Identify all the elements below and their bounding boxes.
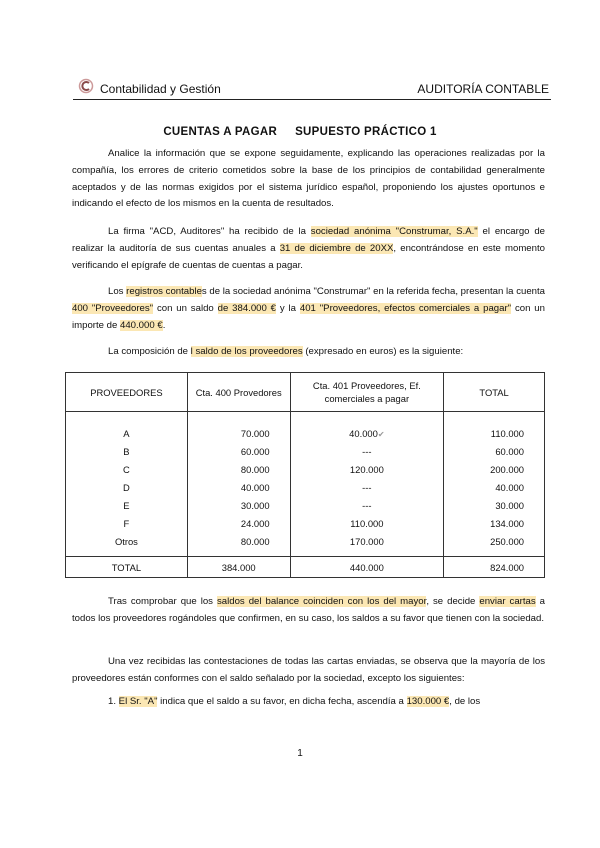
header-total: TOTAL [444, 373, 545, 412]
highlight-amount-401: 440.000 € [120, 319, 163, 331]
title-part-1: CUENTAS A PAGAR [163, 126, 278, 138]
amount-401: --- [290, 496, 444, 514]
item-number: 1. [108, 696, 119, 707]
highlight-account-401: 401 "Proveedores, efectos comerciales a pagar" [299, 302, 512, 314]
highlight-balance-400: de 384.000 € [217, 302, 277, 314]
header-subject: Contabilidad y Gestión [100, 82, 221, 96]
text-segment: . [162, 319, 166, 331]
responses-paragraph [72, 654, 545, 688]
header-account-401: Cta. 401 Proveedores, Ef. comerciales a pagar [290, 373, 444, 412]
total-400: 384.000 [187, 557, 290, 578]
text-segment: y la [276, 302, 300, 314]
amount-total: 40.000 [444, 478, 545, 496]
supplier-name: Otros [66, 532, 188, 557]
table-row [66, 514, 545, 532]
page-number: 1 [297, 748, 303, 759]
suppliers-table [65, 372, 545, 578]
supplier-name: E [66, 496, 188, 514]
header-section: AUDITORÍA CONTABLE [417, 82, 549, 96]
text-segment: s de la sociedad anónima "Construmar" en la referida fecha, presentan la cuenta [201, 286, 545, 297]
text-segment: Los [108, 286, 127, 297]
grand-total: 824.000 [444, 557, 545, 578]
amount-401-value: 40.000 [349, 427, 378, 439]
amount-400: 60.000 [187, 442, 290, 460]
page-header [73, 78, 551, 98]
table-row [66, 460, 545, 478]
amount-total: 200.000 [444, 460, 545, 478]
text-segment: , se decide [426, 596, 480, 607]
highlight-supplier-a: El Sr. "A" [118, 696, 158, 707]
highlight-send-letters: enviar cartas [479, 596, 536, 607]
table-row [66, 478, 545, 496]
table-row [66, 442, 545, 460]
amount-total: 60.000 [444, 442, 545, 460]
intro-paragraph [72, 146, 545, 213]
table-row [66, 532, 545, 557]
amount-400: 24.000 [187, 514, 290, 532]
total-label: TOTAL [66, 557, 188, 578]
text-segment: con un importe de [72, 302, 545, 331]
responses-text: Una vez recibidas las contestaciones de todas las cartas enviadas, se observa que la mayoría de los proveedores están conformes con el saldo señalado por la sociedad, excepto los siguientes: [72, 656, 545, 684]
highlight-supplier-balance: l saldo de los proveedores [190, 346, 303, 357]
total-401: 440.000 [290, 557, 444, 578]
amount-401: 110.000 [290, 514, 444, 532]
table-total-row [66, 557, 545, 578]
amount-401: 170.000 [290, 532, 444, 557]
highlight-records: registros contable [126, 286, 202, 297]
check-mark-icon: ✔ [377, 429, 385, 439]
supplier-name: D [66, 478, 188, 496]
document-title [0, 126, 600, 138]
text-segment: indica que el saldo a su favor, en dicha fecha, ascendía a [157, 696, 407, 707]
spacer-row [66, 412, 545, 425]
highlight-account-400: 400 "Proveedores" [72, 302, 154, 314]
amount-total: 30.000 [444, 496, 545, 514]
table-row [66, 424, 545, 442]
amount-400: 80.000 [187, 460, 290, 478]
amount-400: 70.000 [187, 424, 290, 442]
amount-401 [290, 424, 444, 442]
supplier-name: A [66, 424, 188, 442]
intro-text: Analice la información que se expone seguidamente, explicando las operaciones realizadas por la compañía, los errores de criterio cometidos sobre la base de los principios de contabilidad generalmente aceptados y de las normas exigidos por el sistema jurídico español, proponiendo los ajustes oportunos e indicando el efecto de los mismos en la cuenta de resultados. [72, 148, 545, 210]
text-segment: con un saldo [153, 302, 218, 314]
logo-icon [78, 78, 94, 94]
amount-401: --- [290, 478, 444, 496]
amount-401: --- [290, 442, 444, 460]
supplier-name: F [66, 514, 188, 532]
text-segment: , de los [449, 696, 481, 707]
table-row [66, 496, 545, 514]
table-header-row [66, 373, 545, 412]
supplier-name: C [66, 460, 188, 478]
amount-total: 250.000 [444, 532, 545, 557]
text-segment: el encargo de realizar la auditoría de sus cuentas anuales a [72, 226, 546, 254]
header-account-400: Cta. 400 Provedores [187, 373, 290, 412]
highlight-ledger-match: saldos del balance coinciden con los del mayor [216, 596, 427, 607]
title-part-2: SUPUESTO PRÁCTICO 1 [295, 126, 437, 138]
engagement-paragraph [72, 224, 545, 274]
amount-total: 110.000 [444, 424, 545, 442]
supplier-name: B [66, 442, 188, 460]
amount-total: 134.000 [444, 514, 545, 532]
highlight-company: sociedad anónima "Construmar, S.A." [310, 226, 478, 237]
text-segment: La composición de [108, 346, 191, 357]
text-segment: a todos los proveedores rogándoles que confirmen, en su caso, los saldos a su favor que tienen con la sociedad. [72, 596, 545, 624]
highlight-amount-a: 130.000 € [406, 696, 450, 707]
text-segment: La firma "ACD, Auditores" ha recibido de la [108, 226, 311, 237]
accounts-paragraph [72, 284, 545, 334]
amount-401: 120.000 [290, 460, 444, 478]
text-segment: Tras comprobar que los [108, 596, 217, 607]
header-divider [73, 99, 551, 100]
text-segment: , encontrándose en este momento verificando el epígrafe de cuentas de cuentas a pagar. [72, 242, 545, 271]
confirmation-paragraph [72, 594, 545, 628]
amount-400: 80.000 [187, 532, 290, 557]
header-suppliers: PROVEEDORES [66, 373, 188, 412]
amount-400: 40.000 [187, 478, 290, 496]
amount-400: 30.000 [187, 496, 290, 514]
text-segment: (expresado en euros) es la siguiente: [302, 346, 464, 357]
exception-item-1 [72, 694, 545, 711]
composition-paragraph [72, 344, 545, 361]
highlight-date: 31 de diciembre de 20XX [279, 242, 394, 254]
